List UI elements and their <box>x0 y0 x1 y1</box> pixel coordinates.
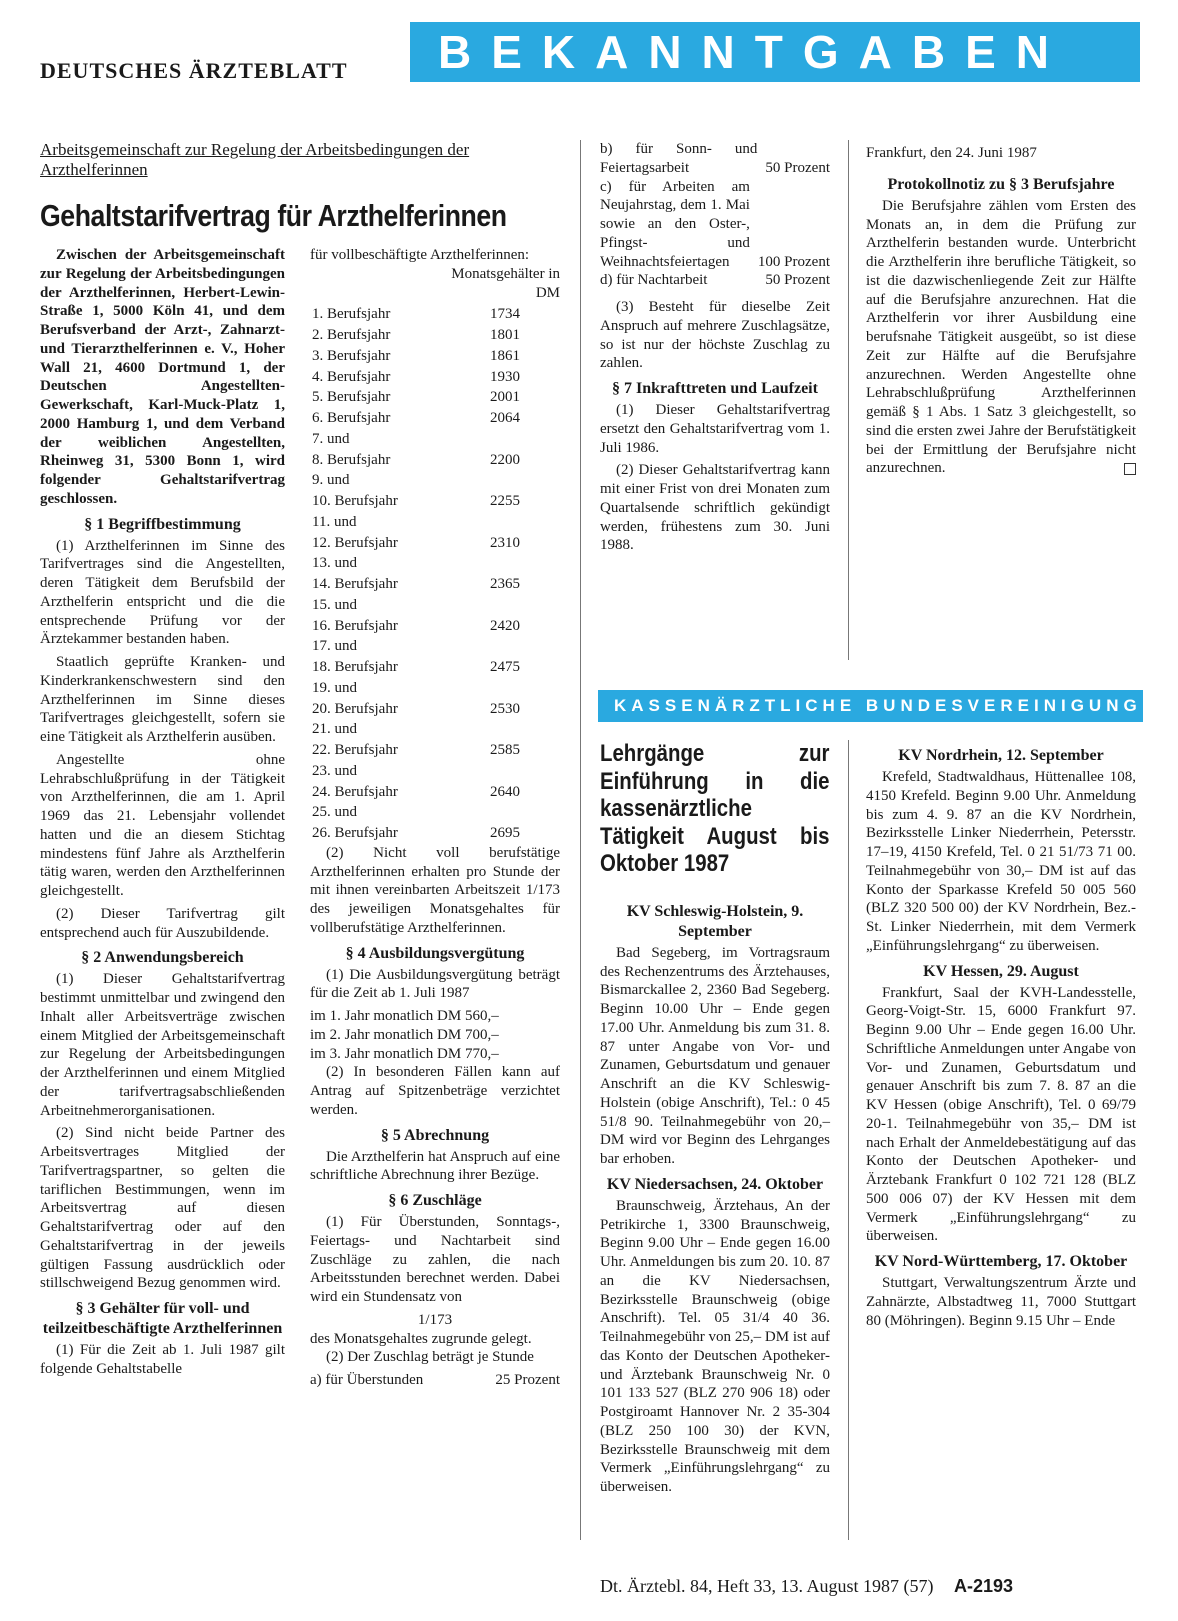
paragraph <box>866 197 1136 478</box>
paragraph: des Monatsgehaltes zugrunde gelegt. <box>310 1330 532 1347</box>
event-heading: KV Nord-Württemberg, 17. Oktober <box>874 1253 1128 1270</box>
column-5 <box>600 740 830 1501</box>
salary-year: 10. Berufsjahr <box>312 493 398 509</box>
surcharge-value: 50 Prozent <box>765 272 830 289</box>
salary-year: 19. und <box>312 679 357 696</box>
paragraph: Braunschweig, Ärztehaus, An der Petrikirche 1, 3300 Braunschweig, Beginn 9.00 Uhr – Ende gegen 16.00 Uhr. Anmeldungen bis zum 20. 10. 87 an die KV Niedersachsen, Bezirksstelle Braunschweig (obige Anschrift). Tel. 05 31/4 40 36. Teilnahmegebühr von 25,– DM ist auf das Konto der Deutschen Apotheker- und Ärztebank Braunschweig Nr. 0 101 133 527 (BLZ 270 906 18) oder Postgiroamt Hannover Nr. 2 35-304 (BLZ 250 100 30) der KVN, Bezirksstelle Braunschweig mit dem Vermerk „Einführungslehrgang“ zu überweisen. <box>600 1197 830 1496</box>
section-heading: § 4 Ausbildungsvergütung <box>345 944 525 962</box>
paragraph: Bad Segeberg, im Vortragsraum des Rechenzentrums des Ärztehauses, Bismarckallee 2, 2360 Bad Segeberg. Beginn 10.00 Uhr – Ende gegen 17.00 Uhr. Anmeldung bis zum 31. 8. 87 unter Angabe von Vor- und Zunamen, Geburtsdatum und genauer Anschrift an die KV Schleswig-Holstein (obige Anschrift), Tel.: 0 45 51/8 90. Teilnahmegebühr von 20,– DM wird vor Beginn des Lehrganges bar erhoben. <box>600 944 830 1168</box>
section-heading: Protokollnotiz zu § 3 Berufsjahre <box>887 175 1115 193</box>
salary-row <box>310 429 560 450</box>
surcharge-item <box>600 271 830 290</box>
surcharge-label: a) für Überstunden <box>310 1372 424 1388</box>
salary-value: 2064 <box>490 410 520 426</box>
salary-year: 25. und <box>312 804 357 821</box>
event-heading: KV Schleswig-Holstein, 9. September <box>626 902 804 940</box>
section-heading: § 6 Zuschläge <box>388 1192 482 1209</box>
paragraph: (2) Nicht voll berufstätige Arzthelferinnen erhalten pro Stunde der mit ihnen vereinbarten Arbeitszeit 1/173 des jeweiligen Monatsgehaltes für vollberufstätige Arzthelferinnen. <box>310 844 560 936</box>
paragraph: (1) Für Überstunden, Sonntags-, Feiertags- und Nachtarbeit sind Zuschläge zu zahlen, die nach Arbeitsstunden berechnet werden. Dabei wird ein Stundensatz von <box>310 1214 560 1305</box>
salary-year: 5. Berufsjahr <box>312 389 391 406</box>
article-title: Lehrgänge zur Einführung in die kassenärztliche Tätigkeit August bis Oktober 1987 <box>600 740 830 878</box>
salary-value <box>449 470 560 491</box>
salary-row <box>310 574 560 595</box>
paragraph: (3) Besteht für dieselbe Zeit Anspruch auf mehrere Zuschlagsätze, so ist nur der höchste Zuschlag zu zahlen. <box>600 299 830 372</box>
salary-year: 13. und <box>312 555 357 572</box>
salary-row <box>310 616 560 637</box>
salary-value <box>449 802 560 823</box>
salary-row <box>310 512 560 533</box>
surcharge-label: c) für Arbeiten am Neujahrstag, dem 1. Mai sowie an den Oster-, Pfingst- und Weihnachtsfeiertagen <box>600 178 750 270</box>
salary-year: 16. Berufsjahr <box>312 617 398 634</box>
salary-year: 3. Berufsjahr <box>312 347 391 364</box>
allowance-line: im 3. Jahr monatlich DM 770,– <box>310 1045 499 1062</box>
salary-row <box>310 678 560 699</box>
paragraph: (2) Dieser Tarifvertrag gilt entsprechend auch für Auszubildende. <box>40 905 285 941</box>
salary-value: 2640 <box>490 783 520 800</box>
section-heading: § 5 Abrechnung <box>380 1126 490 1144</box>
salary-row <box>310 304 560 325</box>
salary-value <box>449 636 560 657</box>
salary-year: 7. und <box>312 430 350 447</box>
salary-year: 26. Berufsjahr <box>312 825 398 841</box>
salary-row <box>310 387 560 408</box>
salary-year: 12. Berufsjahr <box>312 534 398 551</box>
paragraph: (2) Der Zuschlag beträgt je Stunde <box>326 1349 534 1366</box>
salary-value <box>449 761 560 782</box>
salary-value <box>449 719 560 740</box>
salary-row <box>310 325 560 346</box>
paragraph: Staatlich geprüfte Kranken- und Kinderkrankenschwestern sind den Arzthelferinnen im Sinne dieses Tarifvertrages gleichgestellt, sofern sie eine Tätigkeit als Arzthelferin ausüben. <box>40 654 285 745</box>
surcharge-value: 100 Prozent <box>757 253 830 270</box>
citation: Dt. Ärztebl. 84, Heft 33, 13. August 1987 (57) <box>600 1576 934 1596</box>
salary-year: 21. und <box>312 721 357 738</box>
salary-row <box>310 823 560 844</box>
section-heading: § 1 Begriffbestimmung <box>84 515 241 533</box>
salary-year: 18. Berufsjahr <box>312 659 398 675</box>
salary-year: 9. und <box>312 472 350 489</box>
salary-row <box>310 595 560 616</box>
surcharge-label: d) für Nachtarbeit <box>600 272 708 289</box>
article-title: Gehaltstarifvertrag für Arzthelferinnen <box>40 197 507 233</box>
salary-year: 17. und <box>312 638 357 655</box>
section-heading: § 7 Inkrafttreten und Laufzeit <box>612 380 818 397</box>
salary-row <box>310 740 560 761</box>
salary-value <box>449 678 560 699</box>
salary-row <box>310 699 560 720</box>
paragraph: Angestellte ohne Lehrabschlußprüfung in der Tätigkeit von Arzthelferinnen, die am 1. April 1969 das 21. Lebensjahr vollendet hatten und die an diesem Stichtag mindestens fünf Jahre als Arzthelferin tätig waren, werden den Arzthelferinnen gleichgestellt. <box>40 751 285 899</box>
allowance-line: im 1. Jahr monatlich DM 560,– <box>310 1008 499 1024</box>
lead-paragraph: Zwischen der Arbeitsgemeinschaft zur Regelung der Arbeitsbedingungen der Arzthelferinnen, Herbert-Lewin-Straße 1, 5000 Köln 41, und dem Berufsverband der Arzt-, Zahnarzt- und Tierarzthelferinnen e. V., Hoher Wall 21, 4600 Dortmund 1, der Deutschen Angestellten-Gewerkschaft, Karl-Muck-Platz 1, 2000 Hamburg 1, und dem Verband der weiblichen Angestellten, Rheinweg 31, 5300 Bonn 1, wird folgender Gehaltstarifvertrag geschlossen. <box>40 247 285 507</box>
surcharge-value: 25 Prozent <box>495 1372 560 1388</box>
salary-value: 2420 <box>490 617 520 634</box>
salary-value: 2585 <box>490 742 520 758</box>
column-1 <box>40 246 285 1383</box>
fraction: 1/173 <box>417 1311 453 1328</box>
salary-row <box>310 450 560 471</box>
paragraph: Krefeld, Stadtwaldhaus, Hüttenallee 108, 4150 Krefeld. Beginn 9.00 Uhr. Anmeldung bis zum 4. 9. 87 an die KV Nordrhein, Bezirksstelle Linker Niederrhein, Petersstr. 17–19, 4150 Krefeld, Tel. 0 21 51/73 71 00. Teilnahmegebühr von 30,– DM ist auf das Konto der Sparkasse Krefeld 50 005 560 (BLZ 320 500 00) der KV Nordrhein, Bez.-St. Linker Niederrhein, mit dem Vermerk „Einführungslehrgang“ zu überweisen. <box>866 769 1136 954</box>
salary-row <box>310 346 560 367</box>
paragraph: (2) Sind nicht beide Partner des Arbeitsvertrages Mitglied der Tarifvertragspartner, so gelten die tariflichen Bestimmungen, wenn im Arbeitsvertrag auf diesen Gehaltstarifvertrag oder auf den Gehaltstarifvertrag in der jeweils gültigen Fassung ausdrücklich oder stillschweigend Bezug genommen wird. <box>40 1125 285 1292</box>
surcharge-item <box>600 140 830 178</box>
surcharge-value: 50 Prozent <box>765 159 830 176</box>
column-4 <box>866 140 1136 482</box>
event-heading: KV Nordrhein, 12. September <box>898 747 1104 764</box>
place-date: Frankfurt, den 24. Juni 1987 <box>866 145 1037 161</box>
salary-row <box>310 367 560 388</box>
salary-year: 23. und <box>312 762 357 779</box>
salary-year: 1. Berufsjahr <box>312 306 391 323</box>
table-intro: für vollbeschäftigte Arzthelferinnen: <box>310 247 530 263</box>
salary-value: 2001 <box>490 389 520 406</box>
surcharge-item <box>600 178 830 272</box>
article-kicker: Arbeitsgemeinschaft zur Regelung der Arbeitsbedingungen der Arzthelferinnen <box>40 140 470 180</box>
salary-row <box>310 782 560 803</box>
paragraph: (1) Die Ausbildungsvergütung beträgt für die Zeit ab 1. Juli 1987 <box>310 966 560 1002</box>
salary-row <box>310 761 560 782</box>
salary-year: 15. und <box>312 596 357 613</box>
salary-value <box>449 429 560 450</box>
salary-year: 14. Berufsjahr <box>312 576 398 592</box>
paragraph: Frankfurt, Saal der KVH-Landesstelle, Georg-Voigt-Str. 15, 6000 Frankfurt 97. Beginn 9.00 Uhr – Ende gegen 16.00 Uhr. Schriftliche Anmeldungen unter Angabe von Vor- und Zunamen, Geburtsdatum und genauer Anschrift bis zum 7. 8. 87 an die KV Hessen (obige Anschrift), Tel. 0 69/79 20-1. Teilnahmegebühr von 35,– DM ist nach Erhalt der Anmeldebestätigung auf das Konto der Deutschen Apotheker- und Ärztebank Frankfurt 0 102 721 128 (BLZ 500 006 07) der KV Hessen mit dem Vermerk „Einführungslehrgang“ zu überweisen. <box>866 984 1136 1245</box>
section-heading: § 2 Anwendungsbereich <box>81 949 244 967</box>
salary-value: 1930 <box>490 368 520 385</box>
salary-year: 24. Berufsjahr <box>312 783 398 800</box>
salary-row <box>310 491 560 512</box>
paragraph: Die Arzthelferin hat Anspruch auf eine schriftliche Abrechnung ihrer Bezüge. <box>310 1148 560 1184</box>
salary-value: 1801 <box>490 327 520 343</box>
article1-header <box>40 140 560 236</box>
event-heading: KV Hessen, 29. August <box>923 962 1079 980</box>
section-banner: BEKANNTGABEN <box>410 22 1140 82</box>
column-6 <box>866 740 1136 1334</box>
salary-row <box>310 719 560 740</box>
column-rule <box>848 140 849 660</box>
event-heading: KV Niedersachsen, 24. Oktober <box>606 1175 824 1193</box>
salary-row <box>310 533 560 554</box>
salary-year: 6. Berufsjahr <box>312 410 391 426</box>
salary-value: 2475 <box>490 659 520 675</box>
salary-year: 4. Berufsjahr <box>312 368 391 385</box>
section-heading: § 3 Gehälter für voll- und teilzeitbeschäftigte Arzthelferinnen <box>42 1300 283 1337</box>
salary-value: 2255 <box>490 493 520 509</box>
salary-value: 2310 <box>490 534 520 551</box>
paragraph: (1) Für die Zeit ab 1. Juli 1987 gilt folgende Gehaltstabelle <box>40 1342 285 1377</box>
salary-value <box>449 553 560 574</box>
paragraph: (2) Dieser Gehaltstarifvertrag kann mit einer Frist von drei Monaten zum Quartalsende schriftlich gekündigt werden, frühestens zum 30. Juni 1988. <box>600 462 830 554</box>
surcharge-label: b) für Sonn- und Feiertagsarbeit <box>600 141 758 176</box>
paragraph: Stuttgart, Verwaltungszentrum Ärzte und Zahnärzte, Albstadtweg 11, 7000 Stuttgart 80 (Möhringen). Beginn 9.15 Uhr – Ende <box>866 1275 1136 1329</box>
column-rule <box>848 740 849 1540</box>
salary-row <box>310 636 560 657</box>
salary-row <box>310 802 560 823</box>
salary-value: 2530 <box>490 700 520 717</box>
salary-year: 11. und <box>312 513 357 530</box>
paragraph: (1) Arzthelferinnen im Sinne des Tarifvertrages sind die Angestellten, deren Tätigkeit dem Berufsbild der Arzthelferin entspricht und die die entsprechende Prüfung vor der Ärztekammer bestanden haben. <box>40 537 285 648</box>
salary-value: 2200 <box>490 451 520 468</box>
salary-value: 2365 <box>490 576 520 592</box>
column-3 <box>600 140 830 559</box>
kv-section-banner: KASSENÄRZTLICHE BUNDESVEREINIGUNG <box>598 690 1143 722</box>
salary-value: 2695 <box>490 825 520 841</box>
page-number: A-2193 <box>953 1576 1014 1596</box>
salary-year: 8. Berufsjahr <box>312 451 391 468</box>
salary-row <box>310 408 560 429</box>
paragraph: (1) Dieser Gehaltstarifvertrag bestimmt unmittelbar und zwingend den Inhalt aller Arbeitsverträge zwischen einem Mitglied der Arbeitsgemeinschaft zur Regelung der Arbeitsbedingungen der Arzthelferinnen und einem Mitglied der tarifvertragsabschließenden Arbeitnehmerorganisationen. <box>40 971 285 1119</box>
protocol-text: Die Berufsjahre zählen vom Ersten des Monats an, in dem die Prüfung zur Arzthelferin bestanden wurde. Unterbricht die Arzthelferin ihre berufliche Tätigkeit, so ist die dazwischenliegende Zeit zur Hälfte auf die Berufsjahre anzurechnen. Hat die Arzthelferin vor ihrer Ausbildung eine berufsnahe Tätigkeit ausgeübt, so ist diese Zeit zur Hälfte auf die Berufsjahre anzurechnen. Werden Angestellte ohne Lehrabschlußprüfung Arzthelferinnen gemäß § 1 Abs. 1 Satz 3 gleichgestellt, so sind die ersten zwei Jahre der Berufstätigkeit bei der Ermittlung der Berufsjahre nicht anzurechnen. <box>866 197 1136 477</box>
column-rule <box>580 140 581 1540</box>
salary-year: 2. Berufsjahr <box>312 327 391 343</box>
salary-value <box>449 595 560 616</box>
paragraph: (1) Dieser Gehaltstarifvertrag ersetzt den Gehaltstarifvertrag vom 1. Juli 1986. <box>600 402 830 456</box>
table-header: Monatsgehälter in DM <box>451 265 560 301</box>
allowance-line: im 2. Jahr monatlich DM 700,– <box>310 1026 499 1043</box>
salary-table <box>310 304 560 844</box>
salary-row <box>310 657 560 678</box>
surcharge-item <box>310 1371 560 1390</box>
column-2 <box>310 246 560 1390</box>
salary-value: 1861 <box>490 347 520 364</box>
salary-value: 1734 <box>490 306 520 323</box>
salary-row <box>310 470 560 491</box>
page-footer <box>600 1576 1013 1597</box>
salary-year: 22. Berufsjahr <box>312 742 398 758</box>
paragraph: (2) In besonderen Fällen kann auf Antrag auf Spitzenbeträge verzichtet werden. <box>310 1064 560 1118</box>
publication-name: DEUTSCHES ÄRZTEBLATT <box>40 58 348 83</box>
salary-row <box>310 553 560 574</box>
salary-year: 20. Berufsjahr <box>312 700 398 717</box>
end-mark-icon <box>1124 463 1136 475</box>
salary-value <box>449 512 560 533</box>
